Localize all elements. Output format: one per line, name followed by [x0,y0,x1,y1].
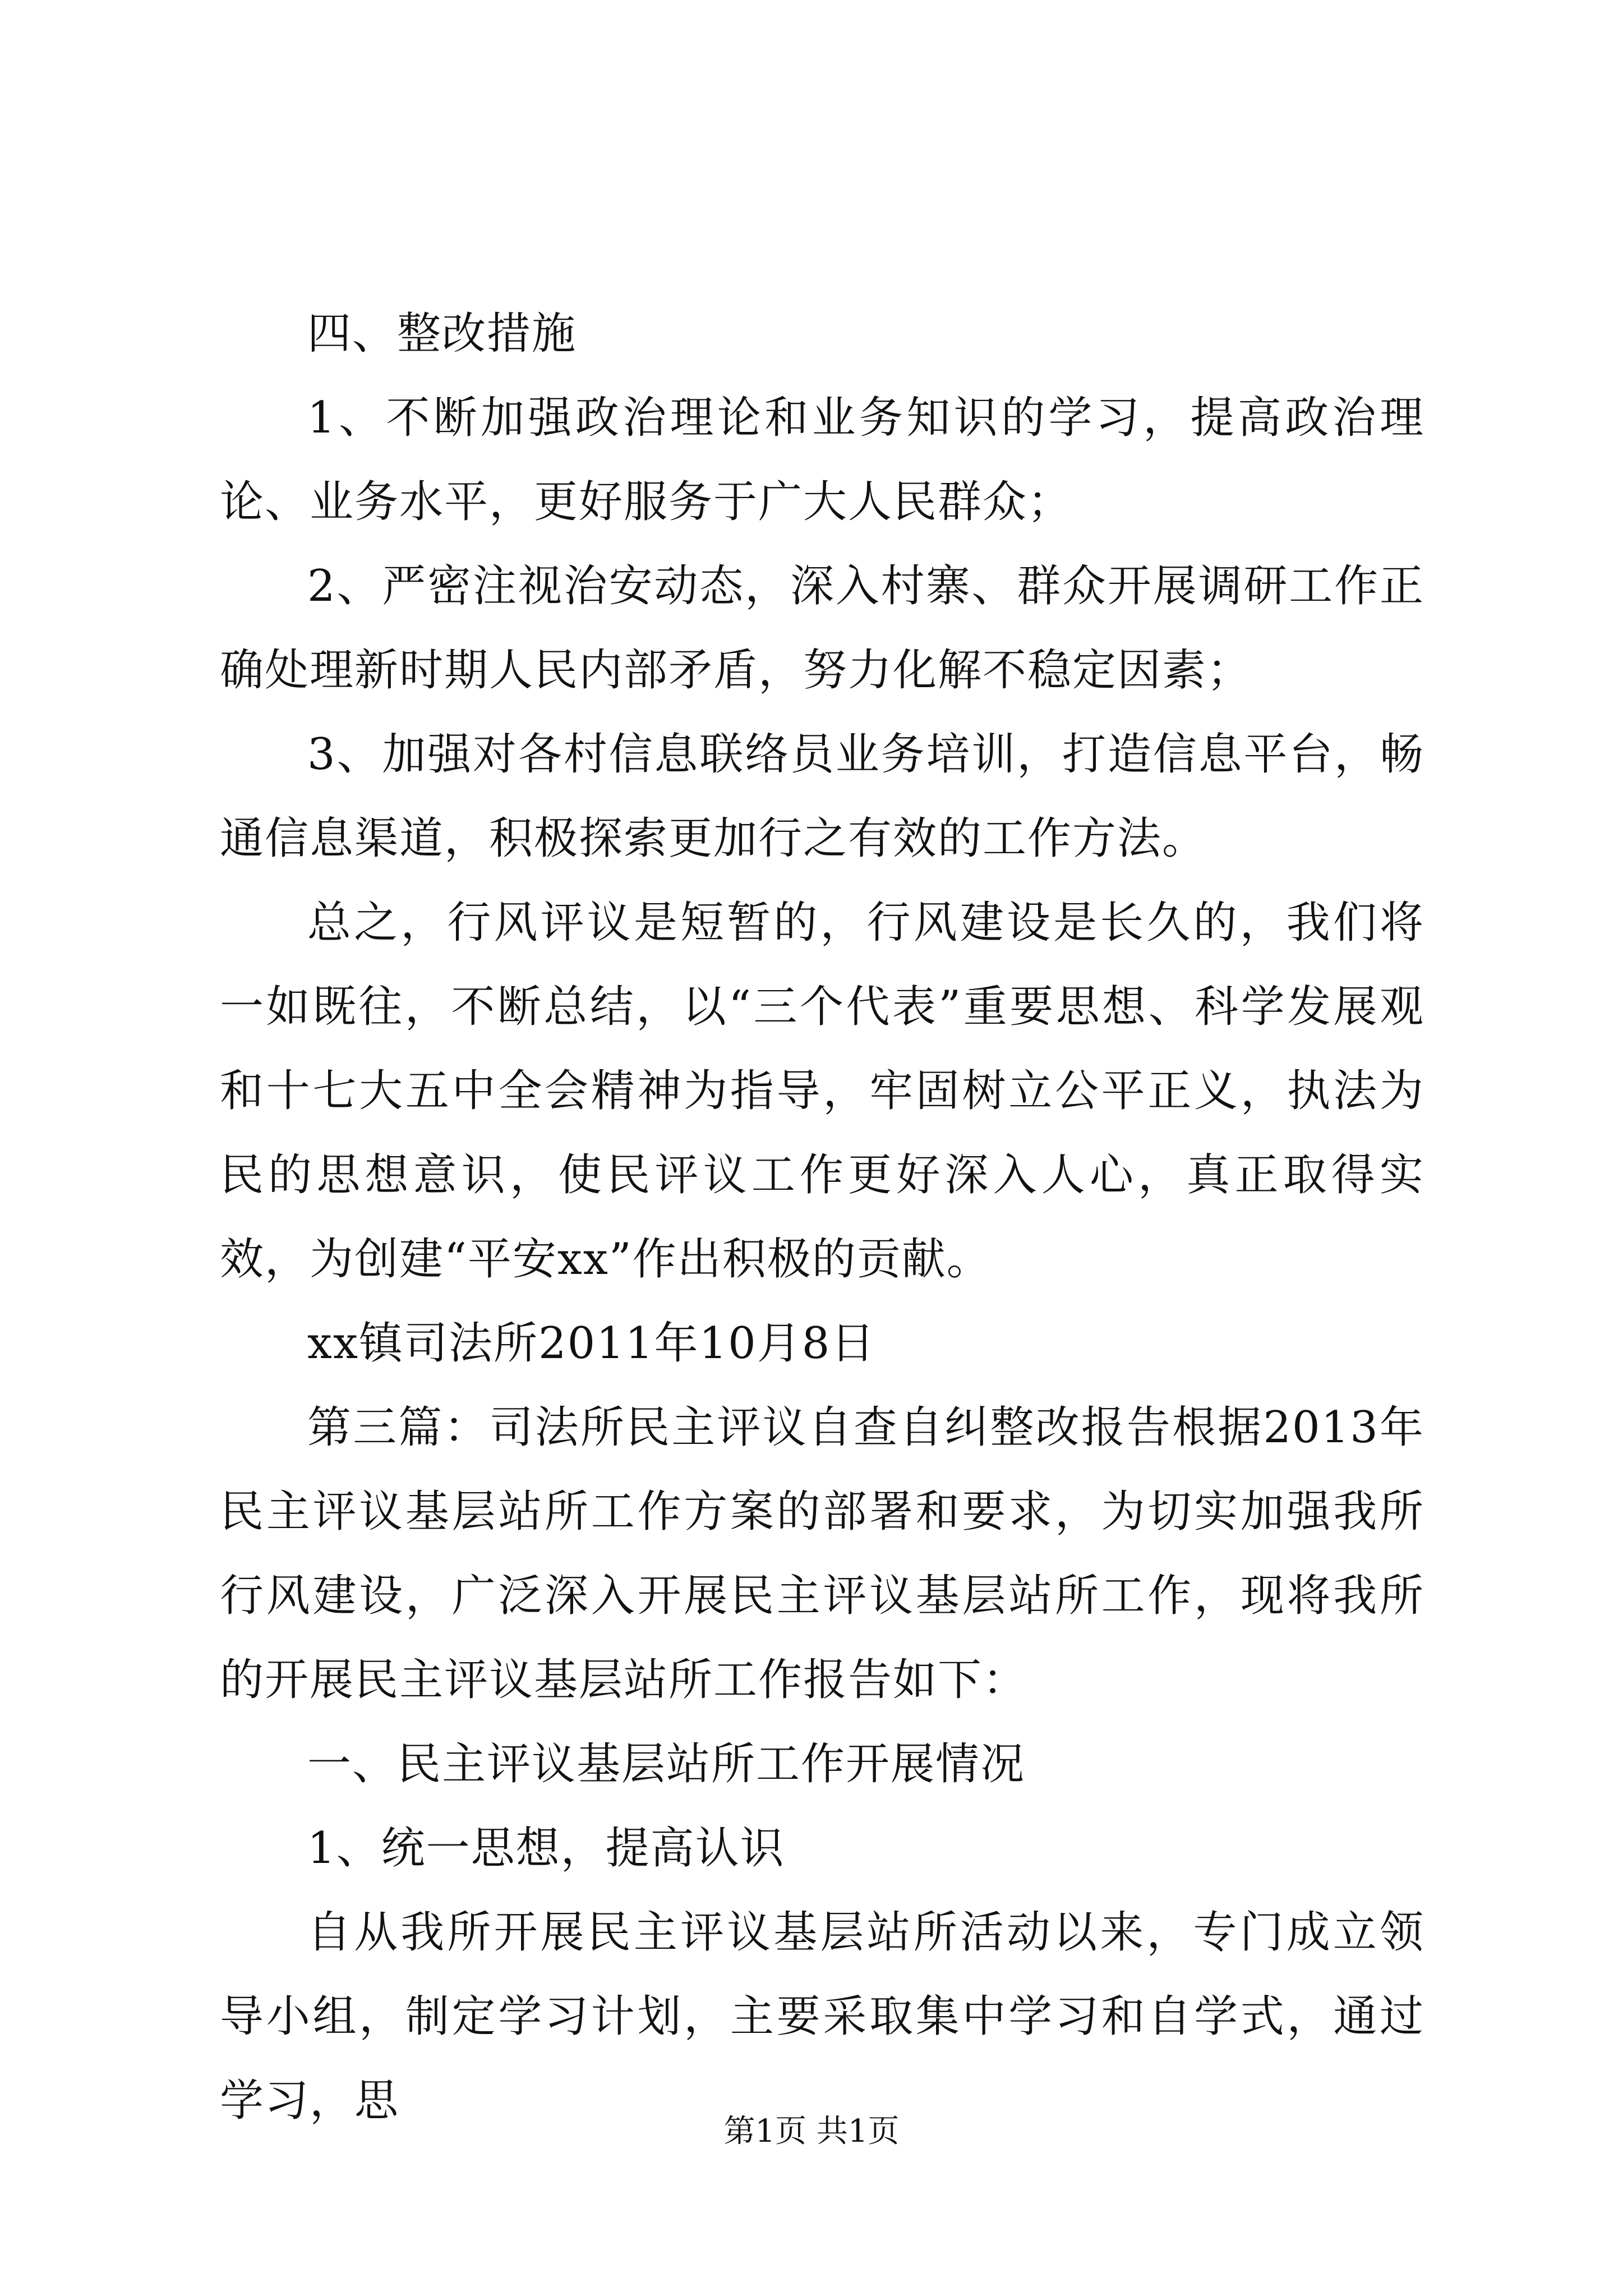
document-body [220,292,1424,2143]
heading-rectification-measures: 四、整改措施 [307,309,577,359]
paragraph-measure-3: 3、加强对各村信息联络员业务培训，打造信息平台，畅通信息渠道，积极探索更加行之有效的工作方法。 [220,729,1424,864]
heading-section-one: 一、民主评议基层站所工作开展情况 [307,1739,1026,1789]
paragraph-signature-date: xx镇司法所2011年10月8日 [307,1318,876,1369]
paragraph-conclusion: 总之，行风评议是短暂的，行风建设是长久的，我们将一如既往，不断总结，以“三个代表”重要思想、科学发展观和十七大五中全会精神为指导，牢固树立公平正义，执法为民的思想意识，使民评议工作更好深入人心，真正取得实效，为创建“平安xx”作出积极的贡献。 [220,898,1424,1285]
paragraph-third-article-intro: 第三篇：司法所民主评议自查自纠整改报告根据2013年民主评议基层站所工作方案的部署和要求，为切实加强我所行风建设，广泛深入开展民主评议基层站所工作，现将我所的开展民主评议基层站所工作报告如下： [220,1402,1424,1705]
page-footer: 第1页 共1页 [723,2113,900,2150]
paragraph-measure-2: 2、严密注视治安动态，深入村寨、群众开展调研工作正确处理新时期人民内部矛盾，努力化解不稳定因素； [220,561,1424,696]
heading-item-1: 1、统一思想，提高认识 [307,1823,785,1874]
paragraph-item-1-body: 自从我所开展民主评议基层站所活动以来，专门成立领导小组，制定学习计划，主要采取集中学习和自学式，通过学习，思 [220,1907,1424,2126]
paragraph-measure-1: 1、不断加强政治理论和业务知识的学习，提高政治理论、业务水平，更好服务于广大人民群众； [220,393,1424,527]
